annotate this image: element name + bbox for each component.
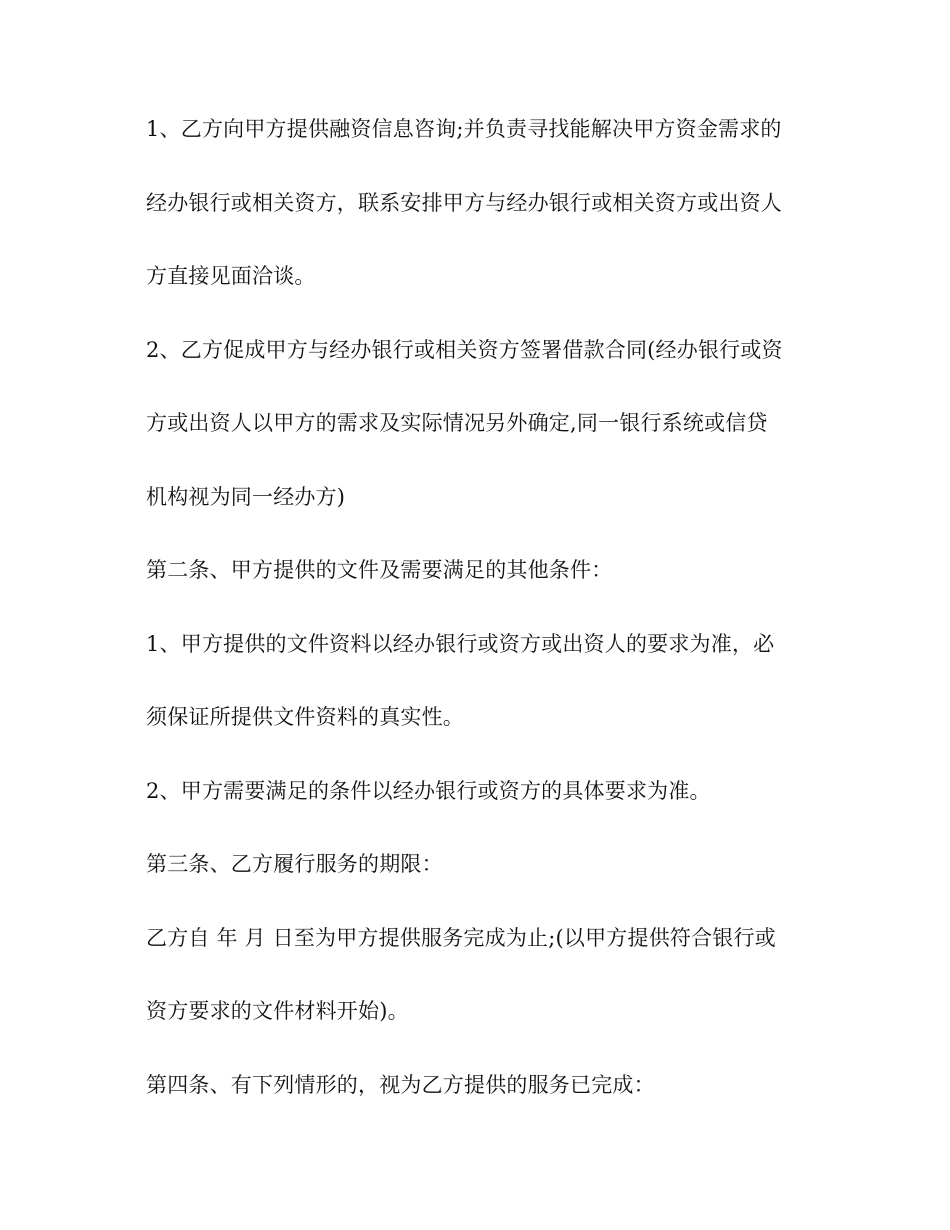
text-line: 经办银行或相关资方，联系安排甲方与经办银行或相关资方或出资人 xyxy=(146,190,782,215)
text-line: 须保证所提供文件资料的真实性。 xyxy=(146,705,464,729)
text-line: 乙方自 年 月 日至为甲方提供服务完成为止;(以甲方提供符合银行或 xyxy=(146,925,776,950)
text-line: 2、乙方促成甲方与经办银行或相关资方签署借款合同(经办银行或资 xyxy=(146,337,783,362)
section-heading: 第三条、乙方履行服务的期限： xyxy=(146,852,443,876)
document-body xyxy=(146,117,806,1146)
text-line: 资方要求的文件材料开始)。 xyxy=(146,999,409,1023)
text-line: 1、甲方提供的文件资料以经办银行或资方或出资人的要求为准，必 xyxy=(146,631,775,656)
section-heading: 第二条、甲方提供的文件及需要满足的其他条件： xyxy=(146,558,613,582)
text-line: 方直接见面洽谈。 xyxy=(146,264,316,288)
text-line: 2、甲方需要满足的条件以经办银行或资方的具体要求为准。 xyxy=(146,778,711,803)
text-line: 机构视为同一经办方) xyxy=(146,484,346,509)
text-line: 方或出资人以甲方的需求及实际情况另外确定,同一银行系统或信贷 xyxy=(146,411,768,435)
section-heading: 第四条、有下列情形的，视为乙方提供的服务已完成： xyxy=(146,1072,655,1097)
text-line: 1、乙方向甲方提供融资信息咨询;并负责寻找能解决甲方资金需求的 xyxy=(146,117,782,141)
